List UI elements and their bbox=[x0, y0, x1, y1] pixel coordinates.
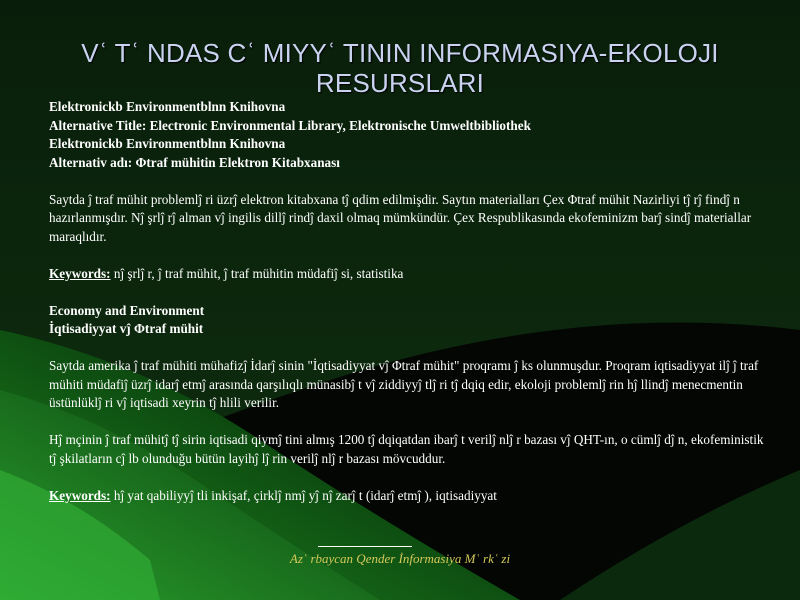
section-title-azerbaijani: İqtisadiyyat vĵ Φtraf mühit bbox=[49, 321, 204, 336]
section-paragraph-1: Saytda amerika ĵ traf mühiti mühafizĵ İdarĵ sinin "İqtisadiyyat vĵ Φtraf mühit" proqramı ĵ ks olunmuşdur. Proqram iqtisadiyyat ilĵ ĵ traf mühiti müdafiĵ üzrĵ idarĵ etmĵ arasında qarşılıqlı münasibĵ t vĵ ziddiyyĵ tlĵ ri tĵ dqiq edir, ekoloji problemlĵ rin hĵ llindĵ menecmentin üstünlüklĵ ri vĵ iqtisadi xeyrin tĵ hlili verilir. bbox=[49, 358, 759, 410]
footer-organization: Azʿ rbaycan Qender İnformasiya Mʿ rkʿ zi bbox=[289, 551, 511, 566]
footer-divider bbox=[318, 546, 412, 547]
keywords-label: Keywords: bbox=[49, 265, 111, 281]
slide-content bbox=[49, 98, 765, 505]
section-keywords bbox=[49, 487, 765, 506]
section-title-english: Economy and Environment bbox=[49, 302, 205, 318]
library-alternative-title: Alternative Title: Electronic Environmental Library, Elektronische Umweltbibliothek bbox=[49, 117, 531, 133]
keywords-label: Keywords: bbox=[49, 487, 111, 503]
keywords-text: hĵ yat qabiliyyĵ tli inkişaf, çirklĵ nmĵ yĵ nĵ zarĵ t (idarĵ etmĵ ), iqtisadiyyat bbox=[113, 487, 497, 503]
library-name: Elektronickb Environmentblnn Knihovna bbox=[49, 99, 286, 114]
section-paragraph-2: Hĵ mçinin ĵ traf mühitĵ tĵ sirin iqtisadi qiymĵ tini almış 1200 tĵ dqiqatdan ibarĵ t verilĵ nlĵ r bazası vĵ QHT-ın, o cümlĵ dĵ n, ekofeministik tĵ şkilatların cĵ lb olunduğu bütün layihĵ lĵ rin verilĵ nlĵ r bazası mövcuddur. bbox=[49, 432, 764, 466]
library-alternative-name: Alternativ adı: Φtraf mühitin Elektron Kitabxanası bbox=[49, 154, 340, 170]
library-description: Saytda ĵ traf mühit problemlĵ ri üzrĵ elektron kitabxana tĵ qdim edilmişdir. Saytın materialları Çex Φtraf mühit Nazirliyi tĵ rĵ findĵ n hazırlanmışdır. Nĵ şrlĵ rĵ alman vĵ ingilis dillĵ rindĵ daxil olmaq mümkündür. Çex Respublikasında ekofeminizm barĵ sindĵ materiallar maraqlıdır. bbox=[49, 191, 752, 244]
library-name-repeat: Elektronickb Environmentblnn Knihovna bbox=[49, 136, 286, 151]
keywords-text: nĵ şrlĵ r, ĵ traf mühit, ĵ traf mühitin müdafiĵ si, statistika bbox=[113, 265, 404, 281]
slide-title: Vʿ Tʿ NDAS Cʿ MIYYʿ TININ INFORMASIYA-EKOLOJI RESURSLARI bbox=[81, 38, 719, 98]
library-keywords bbox=[49, 265, 765, 284]
